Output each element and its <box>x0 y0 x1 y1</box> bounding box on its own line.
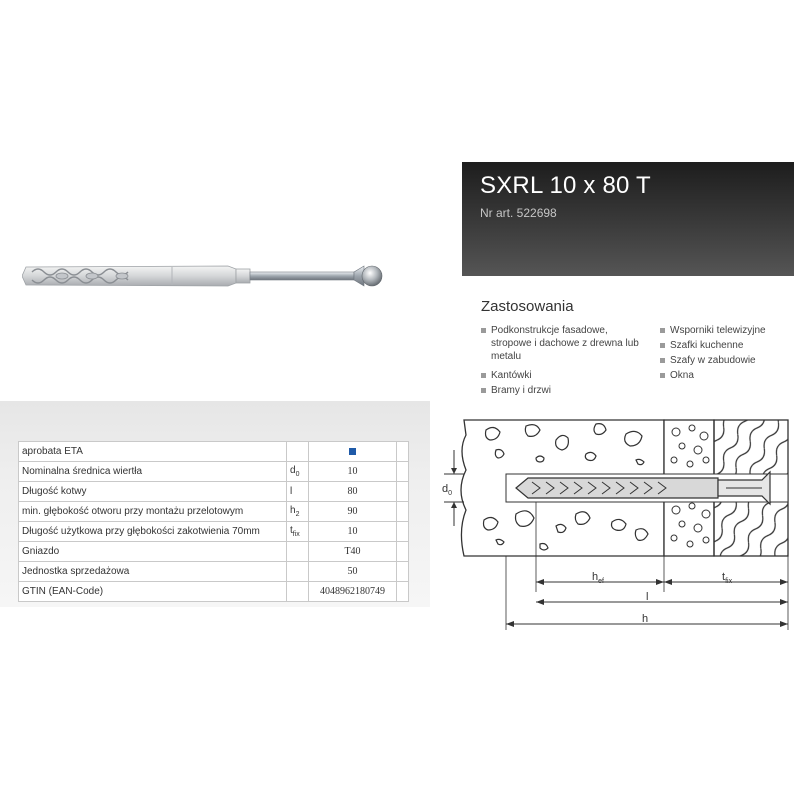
spec-label: Długość kotwy <box>19 482 287 502</box>
spec-label: aprobata ETA <box>19 442 287 462</box>
hef-label: $h_{ef}$ <box>592 571 604 585</box>
applications-heading: Zastosowania <box>481 298 574 315</box>
spec-value: 10 <box>309 522 397 542</box>
spec-label: Jednostka sprzedażowa <box>19 562 287 582</box>
application-item: Wsporniki telewizyjne <box>660 324 795 337</box>
spec-table <box>18 441 409 602</box>
application-item: Kantówki <box>481 369 641 382</box>
h-label: h <box>642 613 649 625</box>
spec-value: 80 <box>309 482 397 502</box>
installation-diagram <box>436 410 796 639</box>
application-item: Podkonstrukcje fasadowe, stropowe i dachowe z drewna lub metalu <box>481 324 641 363</box>
spec-label: GTIN (EAN-Code) <box>19 582 287 602</box>
spec-label: Gniazdo <box>19 542 287 562</box>
spec-symbol <box>287 562 309 582</box>
table-row <box>19 542 409 562</box>
application-item: Szafy w zabudowie <box>660 354 795 367</box>
applications-list-right <box>660 324 795 384</box>
table-row <box>19 502 409 522</box>
spec-symbol: $d_0$ <box>287 462 309 482</box>
table-row <box>19 482 409 502</box>
eta-approval-mark <box>309 442 397 462</box>
product-header <box>462 162 794 276</box>
spec-value: 4048962180749 <box>309 582 397 602</box>
spec-symbol <box>287 542 309 562</box>
spec-symbol: $t_{fix}$ <box>287 522 309 542</box>
spec-value: 50 <box>309 562 397 582</box>
l-label: l <box>646 591 649 603</box>
d0-label: $d_0$ <box>442 483 453 497</box>
product-image <box>22 258 384 299</box>
application-item: Szafki kuchenne <box>660 339 795 352</box>
spec-label: Długość użytkowa przy głębokości zakotwienia 70mm <box>19 522 287 542</box>
application-item: Bramy i drzwi <box>481 384 641 397</box>
spec-symbol <box>287 442 309 462</box>
table-row <box>19 582 409 602</box>
applications-list-left <box>481 324 641 399</box>
spec-label: Nominalna średnica wiertła <box>19 462 287 482</box>
spec-value: 90 <box>309 502 397 522</box>
spec-value: T40 <box>309 542 397 562</box>
table-row <box>19 462 409 482</box>
spec-label: min. głębokość otworu przy montażu przelotowym <box>19 502 287 522</box>
spec-symbol <box>287 582 309 602</box>
table-row <box>19 562 409 582</box>
tfix-label: $t_{fix}$ <box>722 571 733 585</box>
table-row <box>19 522 409 542</box>
product-title: SXRL 10 x 80 T <box>480 172 651 199</box>
spec-value: 10 <box>309 462 397 482</box>
spec-symbol: $h_2$ <box>287 502 309 522</box>
eta-mark-icon <box>349 448 356 455</box>
spec-symbol: l <box>287 482 309 502</box>
frame-fixing-illustration <box>22 258 384 294</box>
table-row <box>19 442 409 462</box>
article-number: Nr art. 522698 <box>480 206 557 220</box>
application-item: Okna <box>660 369 795 382</box>
installation-diagram-svg <box>436 410 796 634</box>
